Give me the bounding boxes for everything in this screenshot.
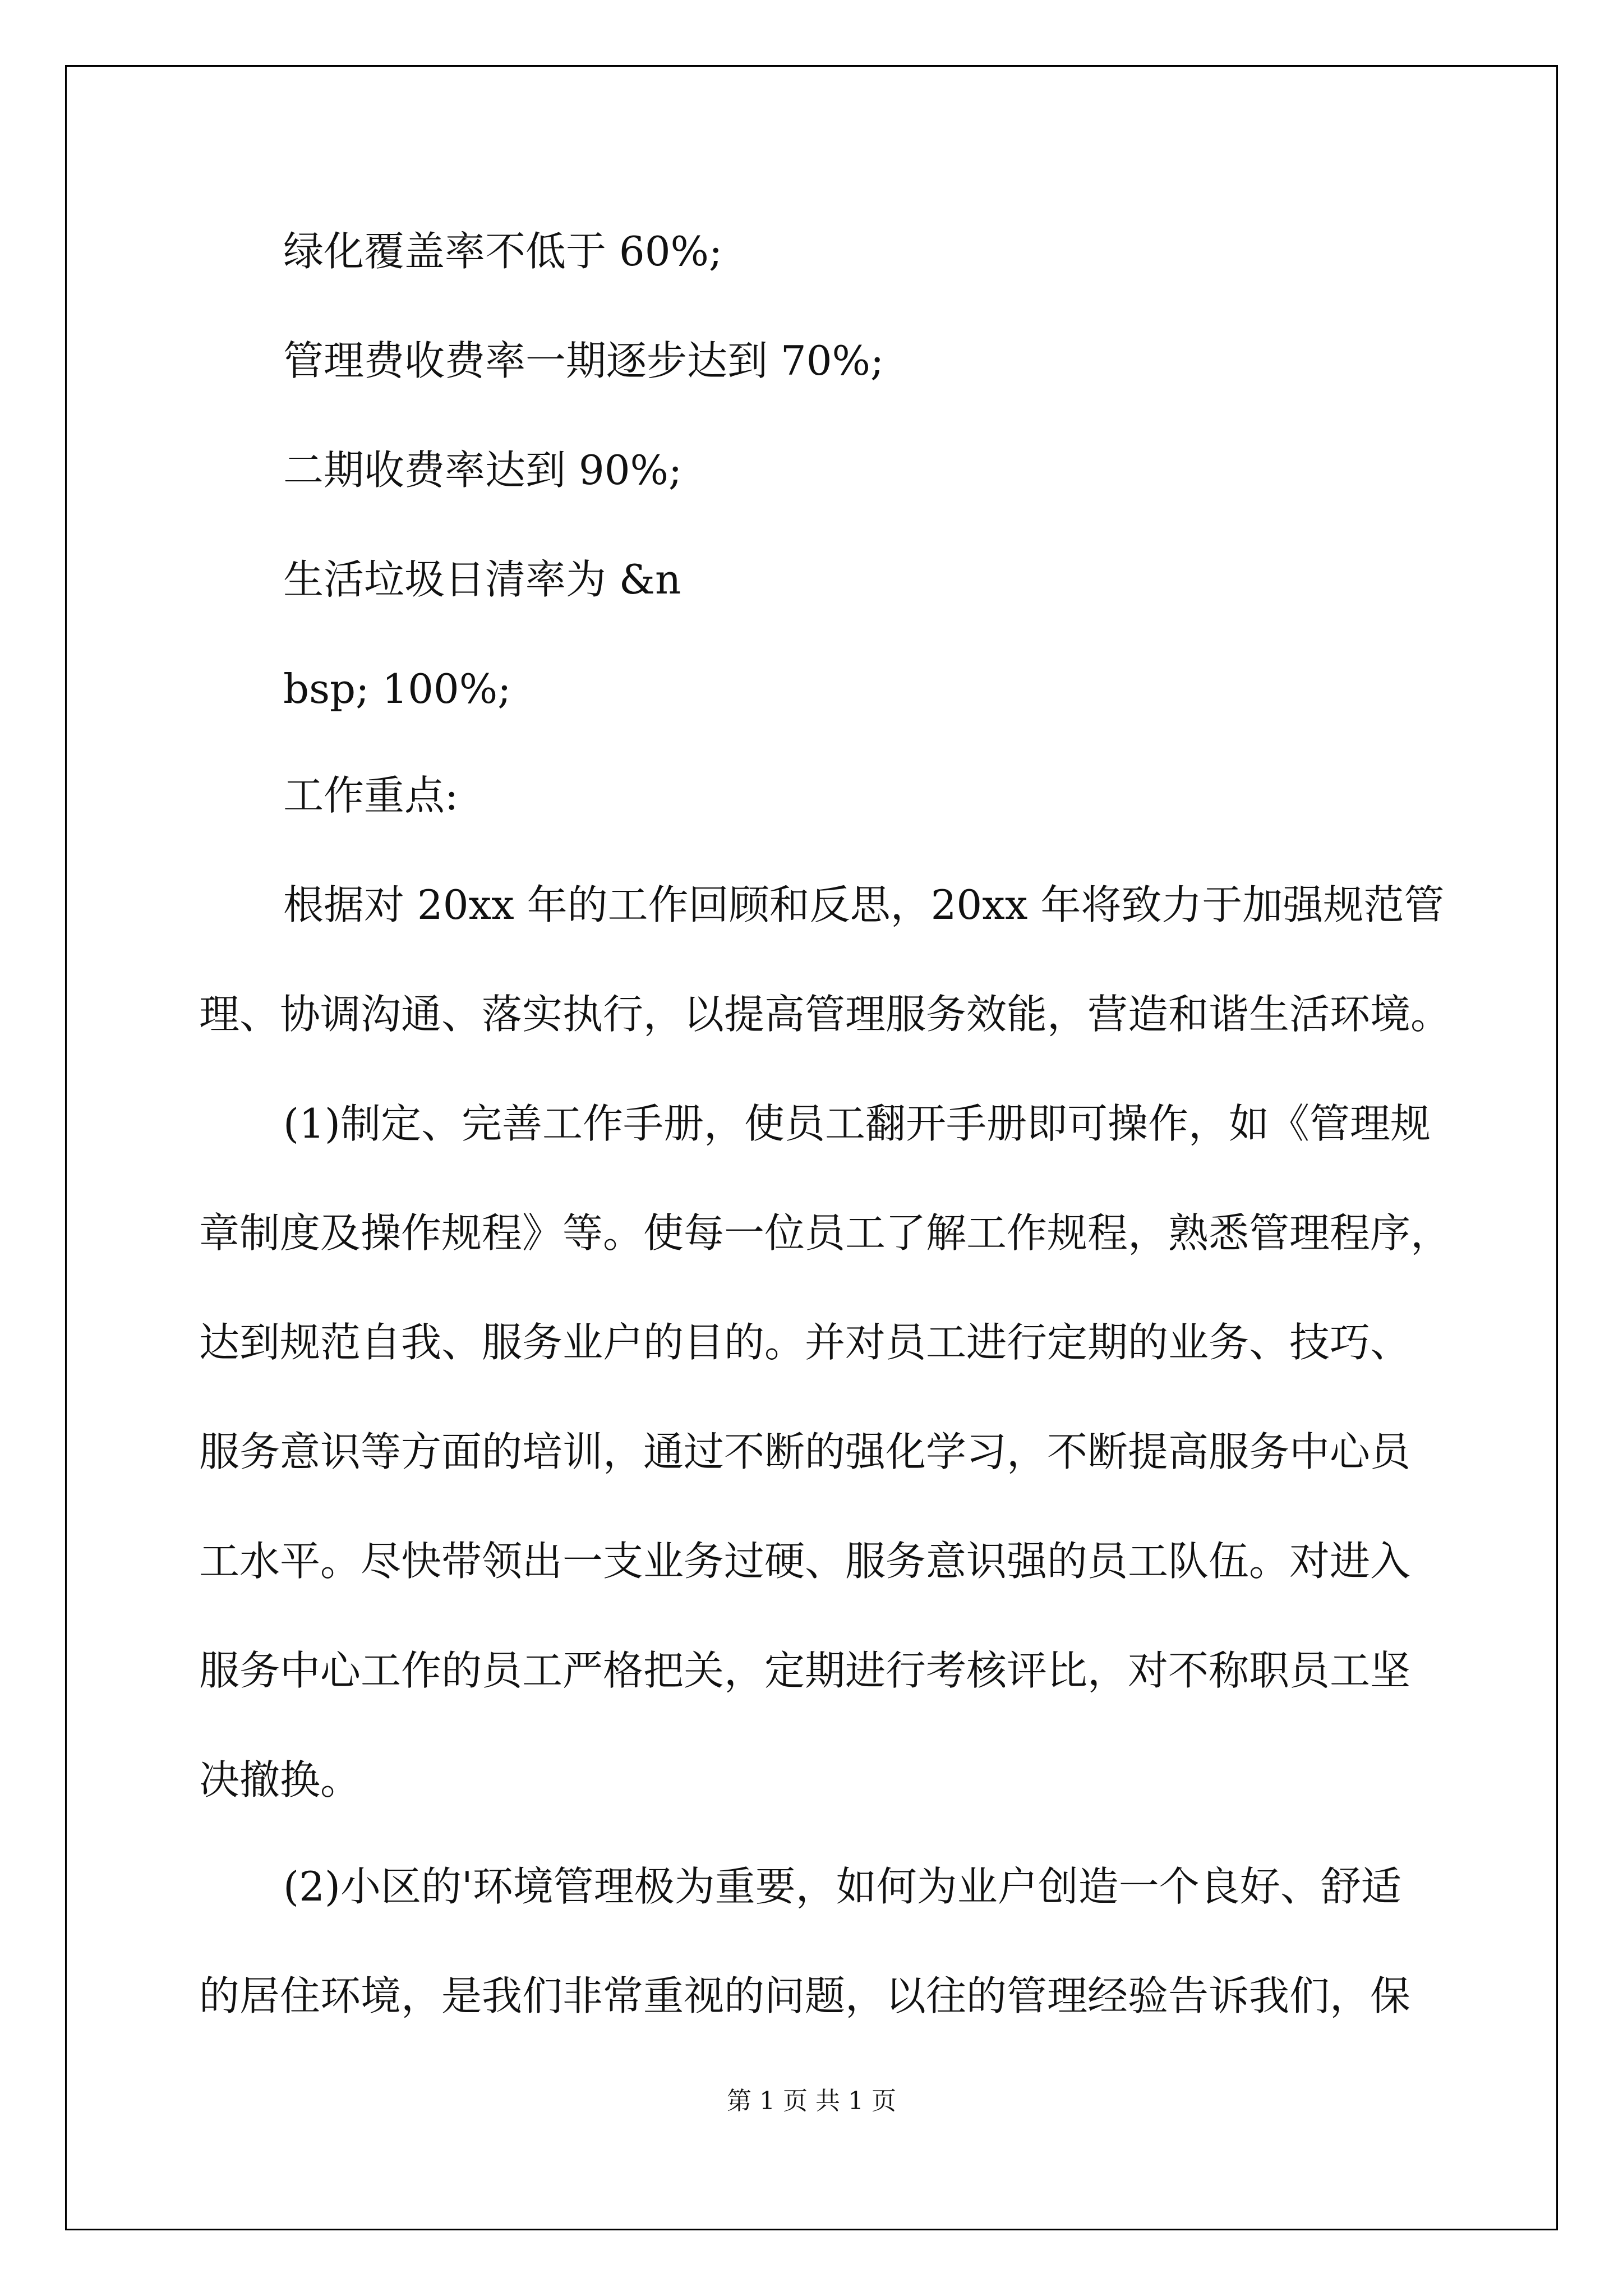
text-line: 服务中心工作的员工严格把关，定期进行考核评比，对不称职员工坚: [199, 1647, 1411, 1694]
page-footer: 第 1 页 共 1 页: [727, 2087, 896, 2115]
section-heading: 工作重点:: [283, 772, 459, 819]
text-line: 决撤换。: [199, 1756, 361, 1803]
text-line: 工水平。尽快带领出一支业务过硬、服务意识强的员工队伍。对进入: [199, 1538, 1411, 1585]
text-line: (2)小区的'环境管理极为重要，如何为业户创造一个良好、舒适: [283, 1863, 1401, 1910]
text-line: (1)制定、完善工作手册，使员工翻开手册即可操作，如《管理规: [283, 1100, 1431, 1147]
text-line: 服务意识等方面的培训，通过不断的强化学习，不断提高服务中心员: [199, 1428, 1411, 1475]
text-line: 绿化覆盖率不低于 60%;: [283, 228, 723, 275]
text-line: 根据对 20xx 年的工作回顾和反思，20xx 年将致力于加强规范管: [283, 881, 1445, 928]
text-line: 章制度及操作规程》等。使每一位员工了解工作规程，熟悉管理程序，: [199, 1209, 1451, 1257]
text-line: bsp; 100%;: [283, 665, 511, 712]
text-line: 的居住环境，是我们非常重视的问题，以往的管理经验告诉我们，保: [199, 1972, 1411, 2019]
text-line: 理、协调沟通、落实执行，以提高管理服务效能，营造和谐生活环境。: [199, 991, 1451, 1038]
text-line: 生活垃圾日清率为 &n: [283, 556, 681, 603]
text-line: 管理费收费率一期逐步达到 70%;: [283, 337, 884, 384]
text-line: 二期收费率达到 90%;: [283, 447, 683, 494]
text-line: 达到规范自我、服务业户的目的。并对员工进行定期的业务、技巧、: [199, 1319, 1411, 1366]
